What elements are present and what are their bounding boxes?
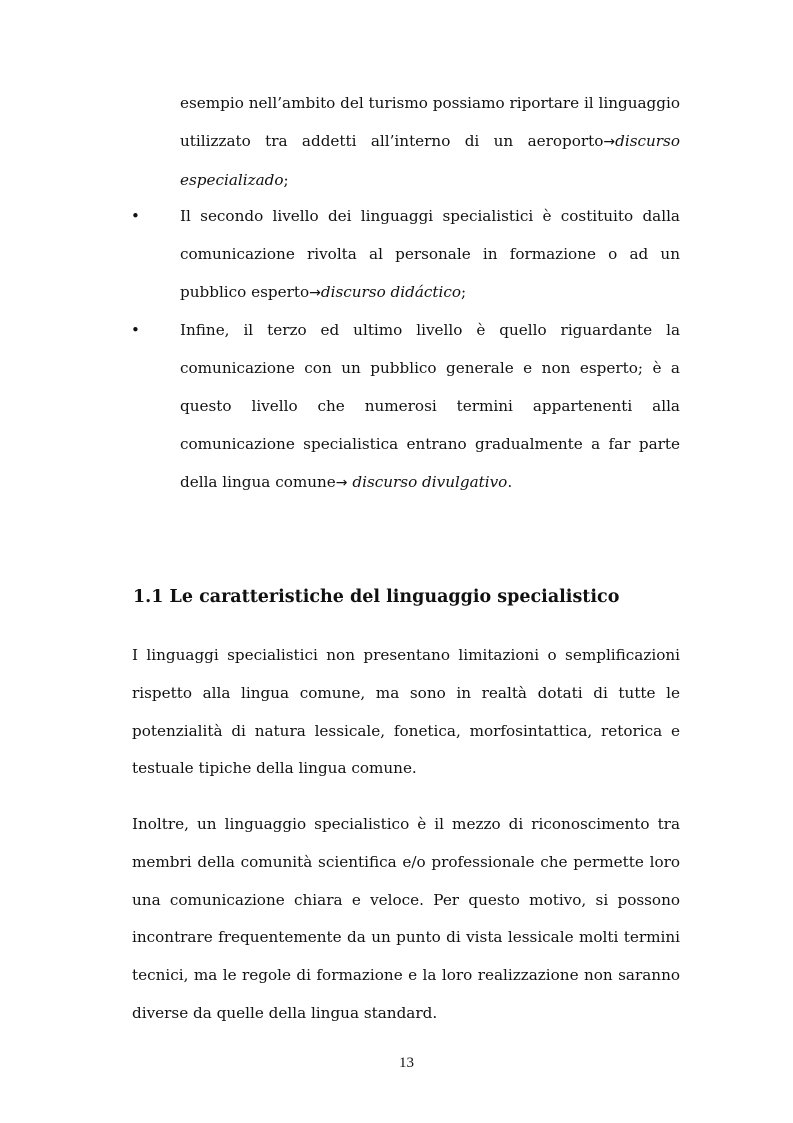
bullet-icon: • [131,321,140,340]
bullet-list [0,198,793,502]
list-item-end: . [507,472,513,491]
body-paragraph: Inoltre, un linguaggio specialistico è il mezzo di riconoscimento tra membri della comunità scientifica e/o professionale che permette loro una comunicazione chiara e veloce. Per questo motivo, si possono incontrare frequentemente da un punto di vista lessicale molti termini tecnici, ma le regole di formazione e la loro realizzazione non saranno diverse da quelle della lingua standard. [132,815,680,1022]
list-item-term: discurso didáctico [320,282,462,301]
list-item [0,198,793,312]
bullet-icon: • [131,207,140,225]
list-item-text: Infine, il terzo ed ultimo livello è quello riguardante la comunicazione con un pubblico generale e non esperto; è a questo livello che numerosi termini appartenenti alla comunicazione specialistica entrano gradualmente a far parte della lingua comune [180,321,680,491]
section-heading: 1.1 Le caratteristiche del linguaggio specialistico [133,587,620,607]
continuation-term: discurso especializado [180,131,680,189]
continuation-text: esempio nell’ambito del turismo possiamo riportare il linguaggio utilizzato tra addetti all’interno di un aeroporto [180,94,680,150]
list-item-term: discurso divulgativo [347,472,508,491]
arrow-icon: → [335,474,348,491]
continuation-end: ; [283,170,289,189]
list-continuation [180,85,680,199]
list-item-body [180,198,680,312]
body-paragraph: I linguaggi specialistici non presentano limitazioni o semplificazioni rispetto alla lingua comune, ma sono in realtà dotati di tutte le potenzialità di natura lessicale, fonetica, morfosintattica, retorica e testuale tipiche della lingua comune. [132,646,680,778]
list-item [0,312,793,502]
list-item-text: Il secondo livello dei linguaggi specialistici è costituito dalla comunicazione rivolta al personale in formazione o ad un pubblico esperto [180,207,680,301]
page-number: 13 [399,1055,414,1071]
arrow-icon: → [309,284,321,301]
list-item-body [180,312,680,502]
list-item-end: ; [461,282,467,301]
arrow-icon: → [603,133,616,150]
